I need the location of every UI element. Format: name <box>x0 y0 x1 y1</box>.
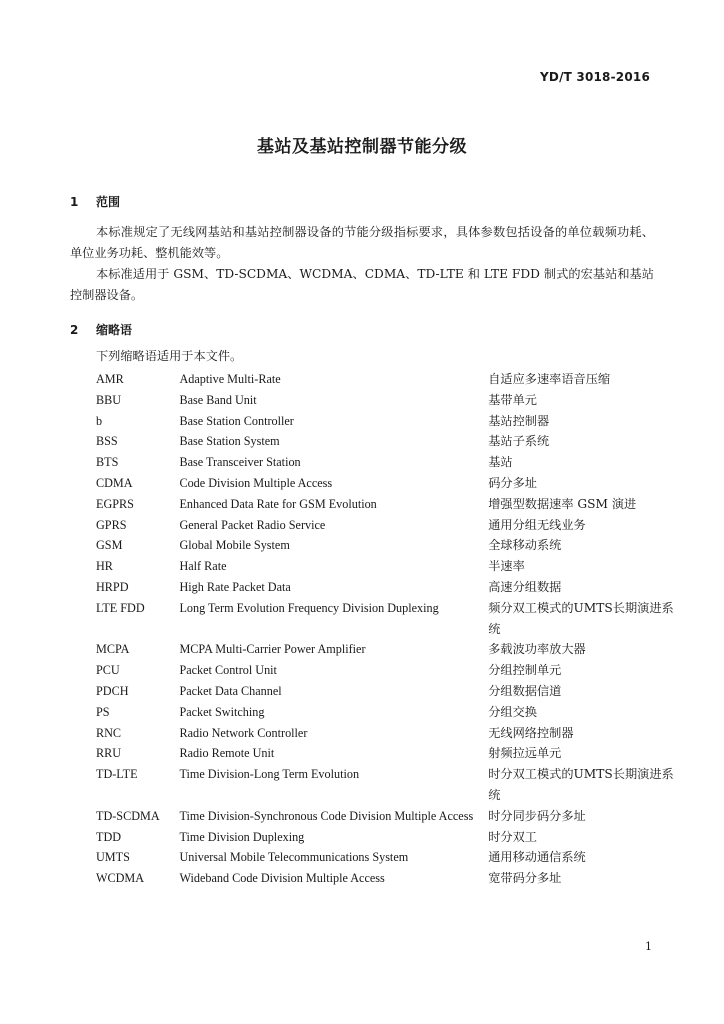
table-row <box>96 764 676 806</box>
table-row <box>96 535 676 556</box>
table-row <box>96 369 676 390</box>
abbreviation-cell: HR <box>96 559 113 574</box>
chinese-term-cell: 基站控制器 <box>488 413 550 428</box>
table-row <box>96 515 676 536</box>
english-term-cell: Radio Remote Unit <box>179 746 275 761</box>
chinese-term-cell: 通用移动通信系统 <box>488 850 586 865</box>
abbreviation-cell: GSM <box>96 538 123 553</box>
table-row <box>96 494 676 515</box>
chinese-term-cell: 分组数据信道 <box>488 683 562 698</box>
english-term-cell: Packet Data Channel <box>179 683 282 698</box>
english-term-cell: Enhanced Data Rate for GSM Evolution <box>179 496 377 511</box>
chinese-term-cell: 无线网络控制器 <box>488 725 574 740</box>
english-term-cell: Base Transceiver Station <box>179 455 301 470</box>
abbreviation-cell: BTS <box>96 455 119 470</box>
abbreviation-cell: HRPD <box>96 579 129 594</box>
english-term-cell: MCPA Multi-Carrier Power Amplifier <box>179 642 366 657</box>
chinese-term-cell: 时分同步码分多址 <box>488 808 586 823</box>
table-row <box>96 452 676 473</box>
table-row <box>96 431 676 452</box>
document-title: 基站及基站控制器节能分级 <box>257 137 467 157</box>
abbreviation-cell: PDCH <box>96 683 129 698</box>
english-term-cell: Base Station Controller <box>179 413 294 428</box>
abbreviations-table-body <box>96 369 676 889</box>
table-row <box>96 556 676 577</box>
english-term-cell: Packet Control Unit <box>179 663 277 678</box>
table-row <box>96 827 676 848</box>
abbreviation-cell: RRU <box>96 746 122 761</box>
english-term-cell: Base Station System <box>179 434 280 449</box>
abbreviation-cell: WCDMA <box>96 871 145 886</box>
section-number: 1 <box>70 195 79 209</box>
english-term-cell: Adaptive Multi-Rate <box>179 372 281 386</box>
abbreviation-cell: EGPRS <box>96 496 134 511</box>
table-row <box>96 868 676 889</box>
chinese-term-cell: 时分双工 <box>488 829 537 844</box>
abbreviation-cell: PCU <box>96 663 120 678</box>
chinese-term-cell: 高速分组数据 <box>488 579 562 594</box>
table-row <box>96 681 676 702</box>
english-term-cell: Time Division Duplexing <box>179 829 305 844</box>
scope-paragraph-1: 本标准规定了无线网基站和基站控制器设备的节能分级指标要求，具体参数包括设备的单位载频功耗、单位业务功耗、整机能效等。 <box>70 225 654 260</box>
table-row <box>96 390 676 411</box>
chinese-term-cell: 通用分组无线业务 <box>488 517 586 532</box>
chinese-term-cell: 分组交换 <box>488 704 537 719</box>
chinese-term-cell: 增强型数据速率 GSM 演进 <box>488 496 637 511</box>
abbreviation-cell: MCPA <box>96 642 130 657</box>
abbreviation-cell: BBU <box>96 392 122 407</box>
english-term-cell: Time Division-Synchronous Code Division Multiple Access <box>179 808 474 823</box>
section-title: 范围 <box>96 195 121 209</box>
chinese-term-cell: 基带单元 <box>488 392 537 407</box>
table-row <box>96 473 676 494</box>
english-term-cell: Time Division-Long Term Evolution <box>179 767 360 782</box>
chinese-term-cell: 射频拉远单元 <box>488 746 562 761</box>
abbreviation-cell: TD-SCDMA <box>96 808 160 823</box>
english-term-cell: Long Term Evolution Frequency Division Duplexing <box>179 600 439 615</box>
chinese-term-cell: 半速率 <box>488 559 525 574</box>
abbreviation-cell: RNC <box>96 725 122 740</box>
abbreviation-cell: b <box>96 413 103 428</box>
english-term-cell: Universal Mobile Telecommunications System <box>179 850 409 865</box>
page-number: 1 <box>645 940 652 953</box>
table-row <box>96 806 676 827</box>
table-row <box>96 598 676 640</box>
table-row <box>96 639 676 660</box>
english-term-cell: Radio Network Controller <box>179 725 308 740</box>
table-row <box>96 577 676 598</box>
chinese-term-cell: 宽带码分多址 <box>488 871 562 886</box>
english-term-cell: General Packet Radio Service <box>179 517 326 532</box>
english-term-cell: Wideband Code Division Multiple Access <box>179 871 385 886</box>
abbreviation-cell: GPRS <box>96 517 127 532</box>
standard-code: YD/T 3018-2016 <box>540 70 650 84</box>
chinese-term-cell: 全球移动系统 <box>488 538 562 553</box>
chinese-term-cell: 码分多址 <box>488 475 537 490</box>
table-row <box>96 723 676 744</box>
abbreviation-cell: CDMA <box>96 475 133 490</box>
abbreviations-table <box>96 369 676 889</box>
section-number: 2 <box>70 323 79 337</box>
chinese-term-cell: 基站 <box>488 455 513 470</box>
chinese-term-cell: 自适应多速率语音压缩 <box>488 372 611 386</box>
abbreviation-cell: BSS <box>96 434 118 449</box>
chinese-term-cell: 时分双工模式的UMTS长期演进系统 <box>488 767 674 802</box>
chinese-term-cell: 多载波功率放大器 <box>488 642 586 657</box>
chinese-term-cell: 分组控制单元 <box>488 663 562 678</box>
abbreviations-intro: 下列缩略语适用于本文件。 <box>96 349 243 363</box>
table-row <box>96 702 676 723</box>
abbreviation-cell: AMR <box>96 372 124 386</box>
table-row <box>96 847 676 868</box>
table-row <box>96 660 676 681</box>
section-title: 缩略语 <box>96 323 133 337</box>
table-row <box>96 411 676 432</box>
abbreviation-cell: TDD <box>96 829 122 844</box>
chinese-term-cell: 基站子系统 <box>488 434 550 449</box>
chinese-term-cell: 频分双工模式的UMTS长期演进系统 <box>488 600 674 636</box>
abbreviation-cell: UMTS <box>96 850 130 865</box>
section-heading-abbreviations <box>70 321 132 338</box>
table-row <box>96 743 676 764</box>
english-term-cell: Packet Switching <box>179 704 265 719</box>
section-heading-scope <box>70 193 120 210</box>
abbreviation-cell: LTE FDD <box>96 600 145 615</box>
english-term-cell: Base Band Unit <box>179 392 257 407</box>
abbreviation-cell: PS <box>96 704 110 719</box>
english-term-cell: Half Rate <box>179 559 227 574</box>
english-term-cell: Global Mobile System <box>179 538 290 553</box>
abbreviation-cell: TD-LTE <box>96 767 138 782</box>
english-term-cell: Code Division Multiple Access <box>179 475 333 490</box>
scope-paragraph-2: 本标准适用于 GSM、TD-SCDMA、WCDMA、CDMA、TD-LTE 和 LTE FDD 制式的宏基站和基站控制器设备。 <box>70 267 654 302</box>
english-term-cell: High Rate Packet Data <box>179 579 291 594</box>
